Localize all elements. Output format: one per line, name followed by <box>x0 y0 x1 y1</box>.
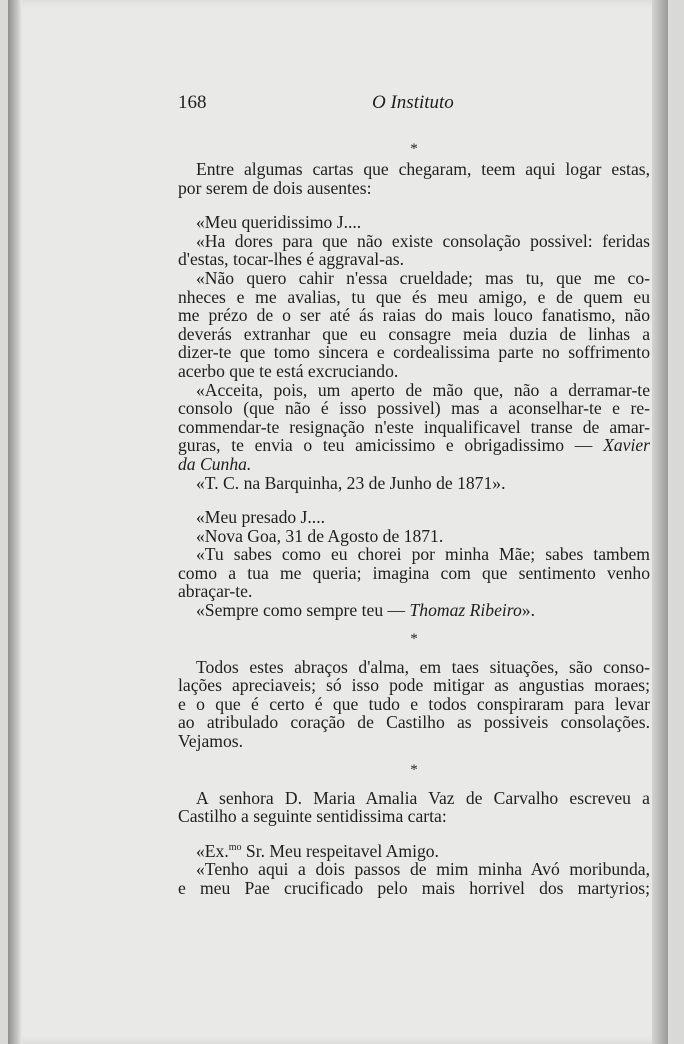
letter1-salutation: «Meu queridissimo J.... <box>196 212 362 233</box>
letter1-line: deverás extranhar que eu consagre meia duzia de linhas a <box>178 323 650 344</box>
running-header <box>178 92 648 116</box>
paragraph-line: A senhora D. Maria Amalia Vaz de Carvalho escreveu a <box>196 787 650 808</box>
paragraph-line: e o que é certo é que tudo e todos conspiraram para levar <box>178 693 650 714</box>
letter1-place-date: «T. C. na Barquinha, 23 de Junho de 1871». <box>196 472 506 493</box>
page-edge <box>652 0 668 1044</box>
section-separator: * <box>410 141 418 157</box>
letter1-line: acerbo que te está excruciando. <box>178 360 399 381</box>
letter1-line: «Acceita, pois, um aperto de mão que, não a derramar-te <box>196 379 650 400</box>
page-number: 168 <box>178 92 207 113</box>
letter2-place-date: «Nova Goa, 31 de Agosto de 1871. <box>196 525 444 546</box>
letter1-line: «Ha dores para que não existe consolação possivel: feridas <box>196 230 650 251</box>
book-page <box>8 0 668 1044</box>
author-name: Thomaz Ribeiro <box>409 600 522 621</box>
letter1-line: «Não quero cahir n'essa crueldade; mas tu, que me co- <box>196 267 650 288</box>
letter3-salutation <box>178 842 650 861</box>
paragraph-line: ao atribulado coração de Castilho as possiveis consolações. <box>178 712 650 733</box>
paragraph-line: Todos estes abraços d'alma, em taes situações, são conso- <box>196 656 650 677</box>
section-separator: * <box>410 761 418 778</box>
letter1-line <box>178 436 650 455</box>
letter2-closing-text: «Sempre como sempre teu — <box>196 600 410 621</box>
letter2-salutation: «Meu presado J.... <box>196 507 325 528</box>
intro-line: por serem de dois ausentes: <box>178 177 372 198</box>
letter2-line: abraçar-te. <box>178 581 253 602</box>
intro-line: Entre algumas cartas que chegaram, teem aqui logar estas, <box>196 159 650 179</box>
letter1-line: me prézo de o ser até ás raias do mais louco fanatismo, não <box>178 305 650 326</box>
book-spine-shadow <box>8 0 22 1044</box>
salutation-sup: mo <box>228 841 242 853</box>
letter3-line: «Tenho aqui a dois passos de mim minha Avó moribunda, <box>196 859 650 880</box>
letter1-line: d'estas, tocar-lhes é aggraval-as. <box>178 249 405 270</box>
letter2-closing <box>178 601 650 620</box>
letter1-line: dizer-te que tomo sincera e cordealissima parte no soffrimento <box>178 342 650 363</box>
letter2-line: como a tua me queria; imagina com que sentimento venho <box>178 562 650 583</box>
paragraph-line: Vejamos. <box>178 731 243 752</box>
salutation-post: Sr. Meu respeitavel Amigo. <box>241 840 439 861</box>
author-name: da Cunha. <box>178 453 252 474</box>
body-text <box>178 130 650 898</box>
letter1-line: consolo (que não é isso possivel) mas a aconselhar-te e re- <box>178 398 650 419</box>
letter3-line: e meu Pae crucificado pelo mais horrivel dos martyrios; <box>178 878 650 898</box>
letter1-line: nheces e me avalias, tu que és meu amigo, e de quem eu <box>178 286 650 307</box>
paragraph-line: Castilho a seguinte sentidissima carta: <box>178 806 447 827</box>
letter1-line: commendar-te resignação n'este inqualificavel transe de amar- <box>178 416 650 437</box>
letter2-line: «Tu sabes como eu chorei por minha Mãe; sabes tambem <box>196 544 650 565</box>
running-title: O Instituto <box>372 92 454 113</box>
letter1-text: guras, te envia o teu amicissimo e obrigadissimo — <box>178 435 604 456</box>
letter2-closing-end: ». <box>521 600 535 621</box>
salutation-pre: «Ex. <box>196 840 229 861</box>
author-name: Xavier <box>603 435 650 456</box>
paragraph-line: lações apreciaveis; só isso pode mitigar as angustias moraes; <box>178 675 650 696</box>
section-separator: * <box>410 630 418 647</box>
